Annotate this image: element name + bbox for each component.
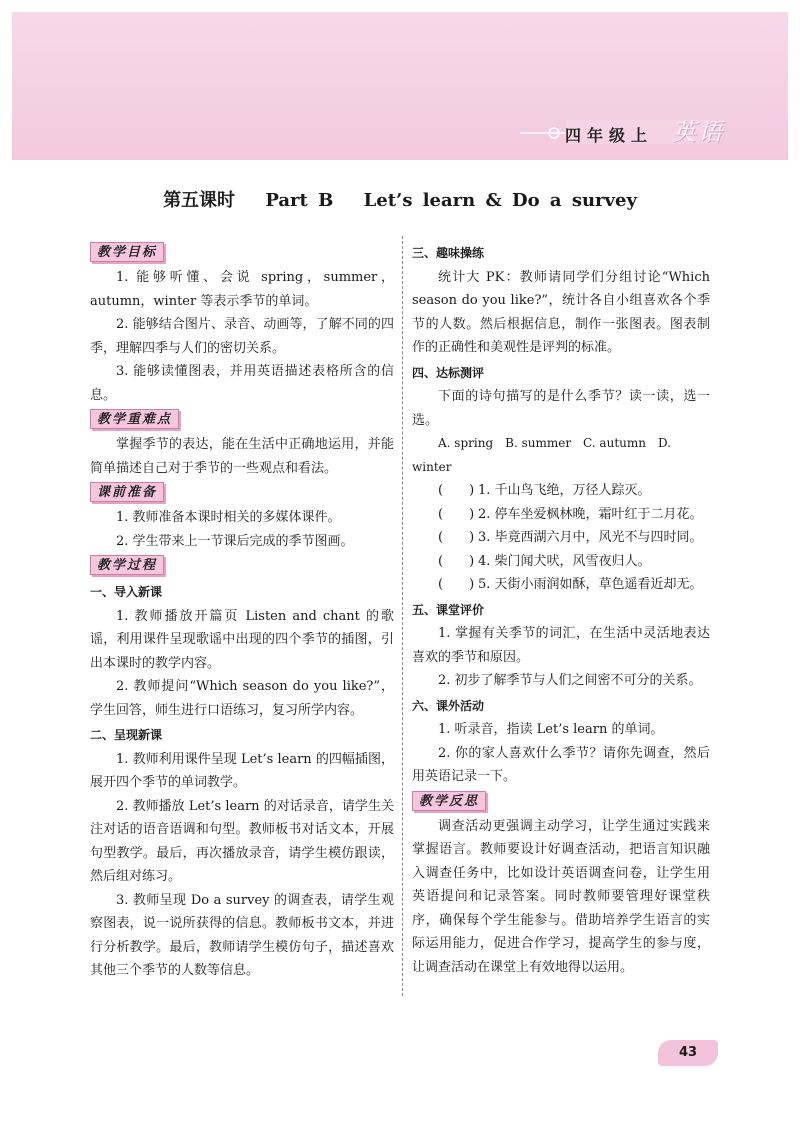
prep-item: 1. 教师准备本课时相关的多媒体课件。 [116,510,341,525]
step-item: 2. 教师提问“Which season do you like?”，学生回答，师生进行口语练习，复习所学内容。 [90,679,394,718]
quiz-question: ( ) 1. 千山鸟飞绝，万径人踪灭。 [412,479,710,503]
section-heading: 三、趣味操练 [412,246,485,260]
lesson-number: 第五课时 [163,190,236,211]
answer-blank: ( ) [438,577,475,592]
section-heading: 一、导入新课 [90,585,163,599]
answer-blank: ( ) [438,530,475,545]
goal-item: 1. 能够听懂、会说 spring，summer，autumn，winter 等表示季节的单词。 [90,270,394,309]
quiz-question: ( ) 3. 毕竟西湖六月中，风光不与四时同。 [412,526,710,550]
page-number: 43 [658,1040,718,1066]
evaluation-item: 1. 掌握有关季节的词汇，在生活中灵活地表达喜欢的季节和原因。 [412,626,710,665]
lesson-part: Part B [265,190,334,211]
prep-item: 2. 学生带来上一节课后完成的季节图画。 [116,533,354,549]
quiz-question: ( ) 4. 柴门闻犬吠，风雪夜归人。 [412,550,710,574]
section-heading: 六、课外活动 [412,698,485,713]
answer-blank: ( ) [438,506,475,522]
activity-item: 1. 听录音，指读 Let’s learn 的单词。 [438,722,664,737]
subject-logo: 英语 [672,118,724,146]
step-item: 1. 教师播放开篇页 Listen and chant 的歌谣，利用课件呈现歌谣中出现的四个季节的插图，引出本课时的教学内容。 [90,608,394,671]
column-divider [402,236,403,996]
answer-blank: ( ) [438,553,475,569]
evaluation-item: 2. 初步了解季节与人们之间密不可分的关系。 [438,673,702,688]
grade-label: 四年级上 [565,126,654,145]
goal-item: 3. 能够读懂图表，并用英语描述表格所含的信息。 [90,364,394,403]
goal-item: 2. 能够结合图片、录音、动画等，了解不同的四季，理解四季与人们的密切关系。 [90,317,394,356]
section-heading: 二、呈现新课 [90,728,163,742]
tag-preparation: 课前准备 [90,482,164,502]
step-item: 2. 教师播放 Let’s learn 的对话录音，请学生关注对话的语音语调和句型。教师板书对话文本，开展句型教学。最后，再次播放录音，请学生模仿跟读，然后组对练习。 [90,798,394,884]
left-column [90,240,394,983]
quiz-options: A. spring B. summer C. autumn D. winter [412,436,671,474]
answer-blank: ( ) [438,483,475,498]
key-points-text: 掌握季节的表达，能在生活中正确地运用，并能简单描述自己对于季节的一些观点和看法。 [90,437,394,476]
step-item: 3. 教师呈现 Do a survey 的调查表，请学生观察图表，说一说所获得的信息。教师板书文本，并进行分析教学。最后，教师请学生模仿句子，描述喜欢其他三个季节的人数等信息。 [90,892,394,978]
section-heading: 五、课堂评价 [412,602,485,617]
tag-teaching-goals: 教学目标 [90,242,164,262]
quiz-intro: 下面的诗句描写的是什么季节？读一读，选一选。 [412,389,710,428]
section-heading: 四、达标测评 [412,365,485,380]
quiz-question: ( ) 2. 停车坐爱枫林晚，霜叶红于二月花。 [412,503,710,527]
reflection-text: 调查活动更强调主动学习，让学生通过实践来掌握语言。教师要设计好调查活动，把语言知识融入调查任务中，比如设计英语调查问卷，让学生用英语提问和记录答案。同时教师要管理好课堂秩序，确保每个学生能参与。借助培养学生语言的实际运用能力，促进合作学习，提高学生的参与度，让调查活动在课堂上有效地得以运用。 [412,818,710,975]
tag-teaching-process: 教学过程 [90,555,164,575]
lesson-topic: Let’s learn & Do a survey [363,190,637,211]
practice-text: 统计大 PK：教师请同学们分组讨论“Which season do you like?”，统计各自小组喜欢各个季节的人数。然后根据信息，制作一张图表。图表制作的正确性和美观性是评判的标准。 [412,269,710,355]
quiz-question: ( ) 5. 天街小雨润如酥，草色遥看近却无。 [412,573,710,597]
tag-key-points: 教学重难点 [90,409,179,429]
tag-reflection: 教学反思 [412,791,486,811]
activity-item: 2. 你的家人喜欢什么季节？请你先调查，然后用英语记录一下。 [412,745,710,784]
step-item: 1. 教师利用课件呈现 Let’s learn 的四幅插图，展开四个季节的单词教学。 [90,751,394,790]
right-column [412,240,710,979]
lesson-title [0,186,800,212]
